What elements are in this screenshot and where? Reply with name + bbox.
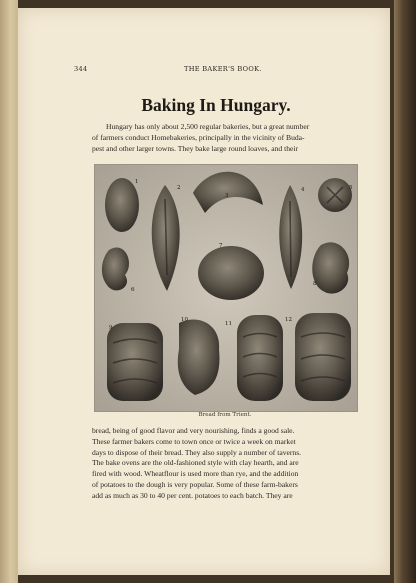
loaf-12: [295, 313, 351, 401]
text-line: fired with wood. Wheatflour is used more than rye, and the addition: [92, 469, 299, 479]
text-line: The bake ovens are the old-fashioned style with clay hearth, and are: [92, 458, 299, 468]
loaf-8: [312, 242, 349, 293]
page-heading: Baking In Hungary.: [141, 95, 291, 115]
loaf-number-label: 9: [109, 325, 113, 331]
text-line: These farmer bakers come to town once or twice a week on market: [92, 436, 296, 446]
loaf-number-label: 10: [181, 317, 188, 323]
text-line: days to dispose of their bread. They also supply a number of taverns.: [92, 447, 302, 457]
loaf-number-label: 7: [219, 243, 223, 249]
loaf-1: [105, 178, 139, 232]
loaf-7: [198, 246, 264, 300]
text-line: pest and other larger towns. They bake large round loaves, and their: [92, 143, 299, 153]
intro-paragraph: [92, 122, 360, 154]
book-title: THE BAKER'S BOOK.: [184, 65, 262, 73]
bread-photo-plate: [94, 164, 358, 412]
loaf-number-label: 5: [349, 185, 353, 191]
loaf-number-label: 6: [131, 287, 135, 293]
loaf-number-label: 1: [135, 179, 139, 185]
book-page: [18, 8, 390, 575]
text-line: of farmers conduct Homebakeries, principally in the vicinity of Buda-: [92, 132, 305, 142]
facing-page-edge: [0, 0, 18, 583]
loaf-number-label: 11: [225, 321, 232, 327]
body-paragraph: [92, 426, 360, 502]
text-line: add as much as 30 to 40 per cent. potatoes to each batch. They are: [92, 490, 293, 500]
text-line: Hungary has only about 2,500 regular bakeries, but a great number: [106, 122, 310, 131]
bread-photograph: [95, 165, 357, 411]
page-number: 344: [74, 65, 88, 73]
figure-caption: Bread from Trient.: [198, 412, 252, 418]
loaf-number-label: 4: [301, 187, 305, 193]
loaf-number-label: 2: [177, 185, 181, 191]
book-cover-edge: [394, 0, 416, 583]
loaf-number-label: 12: [285, 317, 292, 323]
loaf-number-label: 8: [313, 281, 317, 287]
text-line: bread, being of good flavor and very nourishing, finds a good sale.: [92, 426, 295, 435]
text-line: of potatoes to the dough is very popular. Some of these farm-bakers: [92, 479, 298, 489]
loaf-11: [237, 315, 283, 401]
loaf-number-label: 3: [225, 193, 229, 199]
